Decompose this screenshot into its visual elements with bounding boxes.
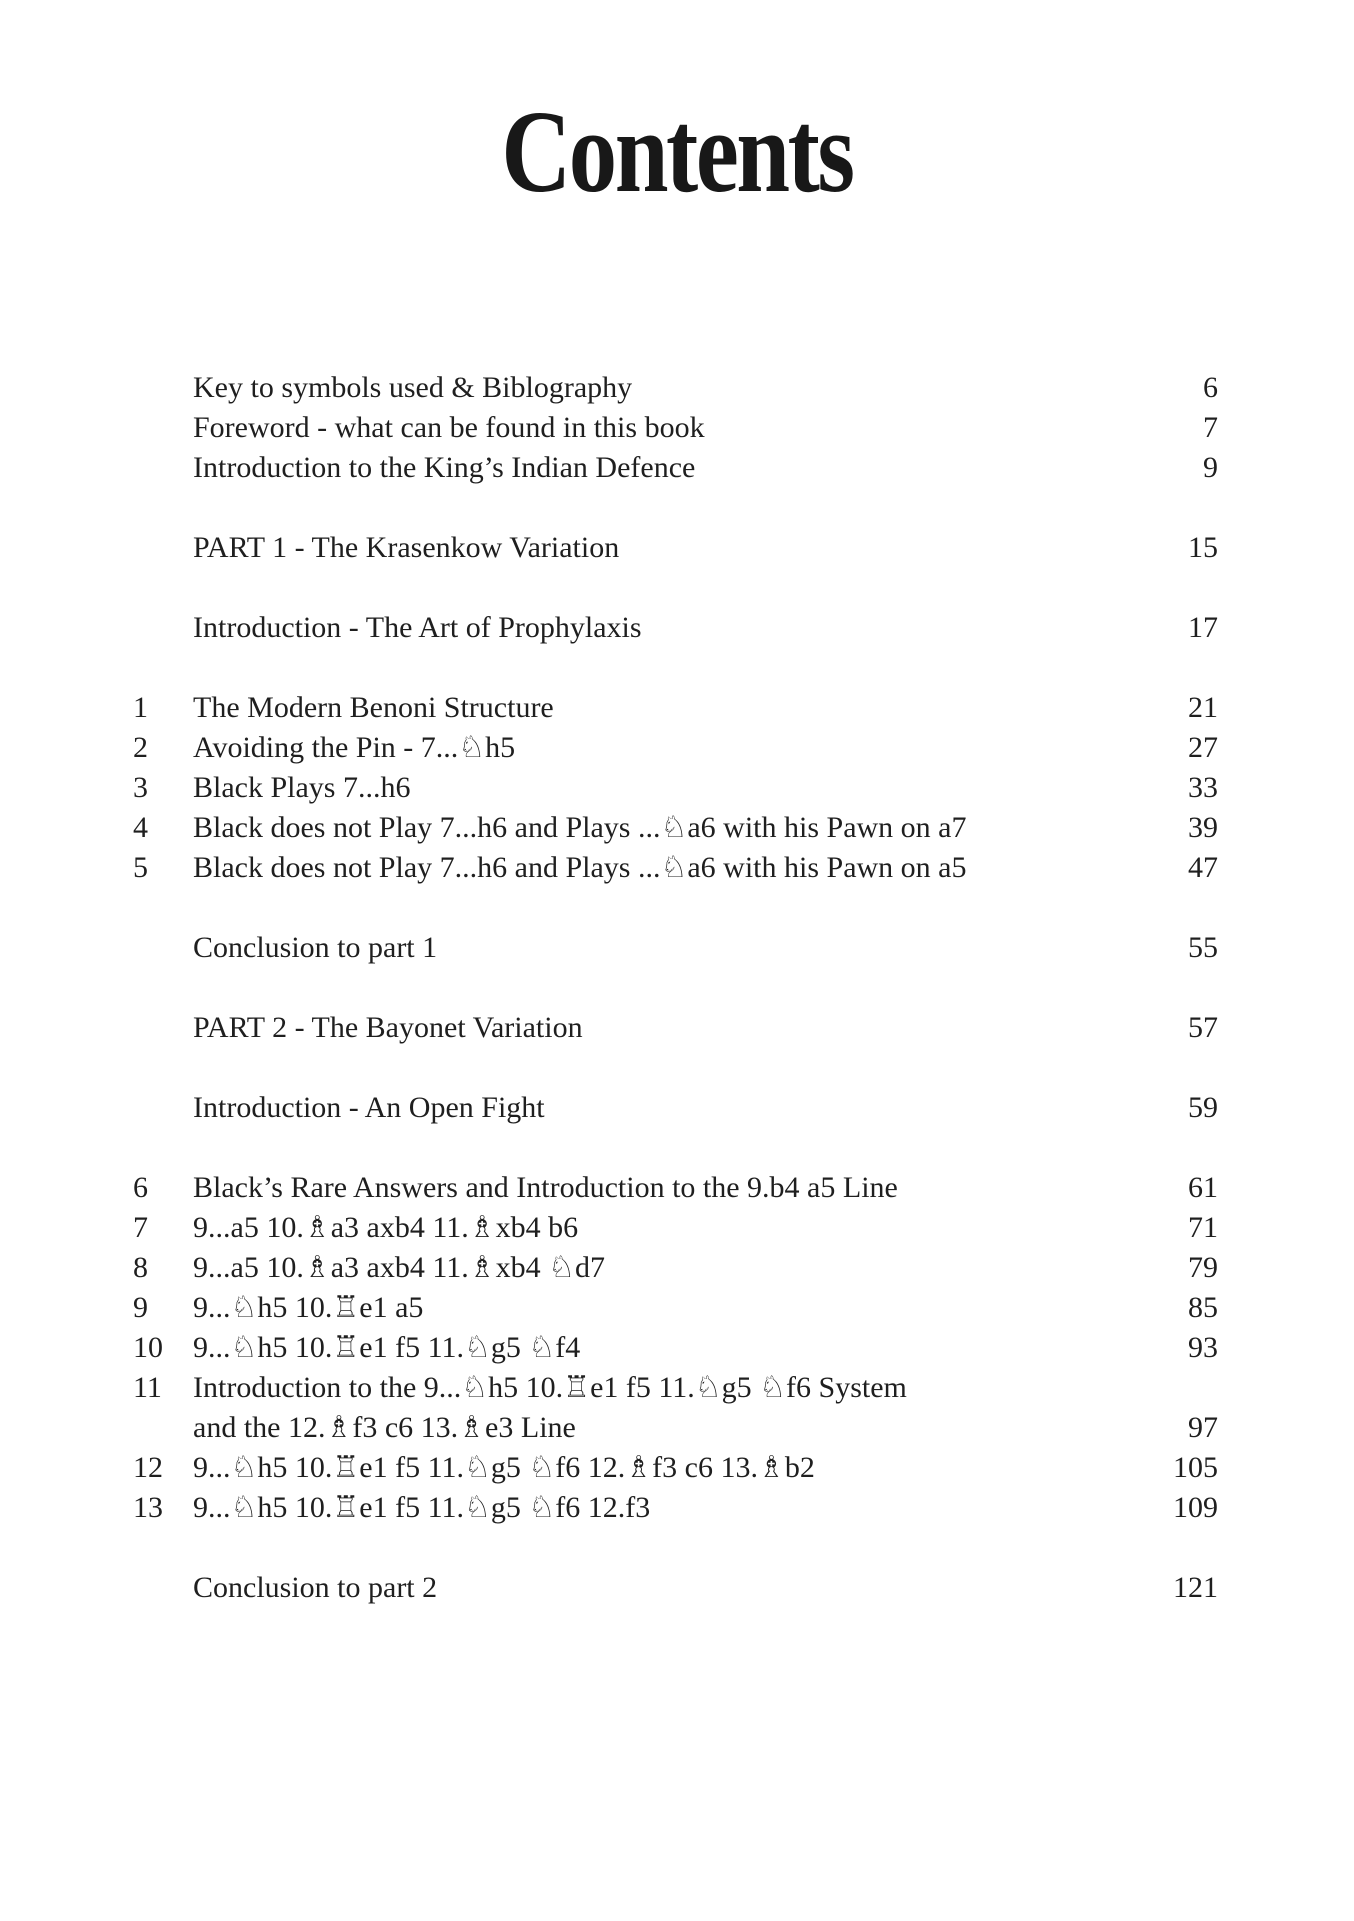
chapter-number: 2 — [133, 731, 148, 764]
toc-entry-title: 9...♘h5 10.♖e1 f5 11.♘g5 ♘f6 12.♗f3 c6 13.♗b2 — [193, 1451, 815, 1484]
toc-row-chapter-10 — [133, 1328, 1218, 1368]
toc-row-chapter-9 — [133, 1288, 1218, 1328]
toc-entry-page: 85 — [1188, 1291, 1218, 1324]
toc-row — [133, 1088, 1218, 1128]
toc-row-chapter-11-line-2 — [133, 1408, 1218, 1448]
toc-entry-page: 79 — [1188, 1251, 1218, 1284]
toc-row — [133, 608, 1218, 648]
toc-row-chapter-2 — [133, 728, 1218, 768]
toc-row-part-1 — [133, 528, 1218, 568]
toc-entry-title: 9...a5 10.♗a3 axb4 11.♗xb4 b6 — [193, 1211, 579, 1244]
toc-entry-page: 15 — [1188, 531, 1218, 564]
toc-entry-page: 9 — [1203, 451, 1218, 484]
toc-entry-title: Avoiding the Pin - 7...♘h5 — [193, 731, 516, 764]
toc-entry-page: 17 — [1188, 611, 1218, 644]
toc-entry-title: Conclusion to part 1 — [193, 931, 438, 964]
toc-entry-page: 97 — [1188, 1411, 1218, 1444]
toc-entry-title: Black’s Rare Answers and Introduction to the 9.b4 a5 Line — [193, 1171, 898, 1204]
toc-row-chapter-3 — [133, 768, 1218, 808]
chapter-number: 8 — [133, 1251, 148, 1284]
chapter-number: 10 — [133, 1331, 163, 1364]
toc-entry-title: 9...♘h5 10.♖e1 f5 11.♘g5 ♘f6 12.f3 — [193, 1491, 651, 1524]
chapter-number: 4 — [133, 811, 148, 844]
toc-entry-title: Introduction - The Art of Prophylaxis — [193, 611, 642, 644]
toc-entry-page: 21 — [1188, 691, 1218, 724]
toc-entry-title: 9...♘h5 10.♖e1 f5 11.♘g5 ♘f4 — [193, 1331, 581, 1364]
toc-row — [133, 928, 1218, 968]
chapter-number: 13 — [133, 1491, 163, 1524]
chapter-number: 9 — [133, 1291, 148, 1324]
toc-entry-page: 7 — [1203, 411, 1218, 444]
toc-row — [133, 1568, 1218, 1608]
chapter-number: 1 — [133, 691, 148, 724]
toc-entry-page: 121 — [1173, 1571, 1218, 1604]
toc-entry-page: 59 — [1188, 1091, 1218, 1124]
toc-entry-title: Introduction to the King’s Indian Defence — [193, 451, 696, 484]
page-title: Contents — [501, 86, 853, 217]
toc-entry-page: 105 — [1173, 1451, 1218, 1484]
toc-entry-title: 9...♘h5 10.♖e1 a5 — [193, 1291, 424, 1324]
toc-row-chapter-11-line-1 — [133, 1368, 1218, 1408]
toc-entry-title: Introduction to the 9...♘h5 10.♖e1 f5 11.♘g5 ♘f6 System — [193, 1371, 907, 1404]
chapter-number: 6 — [133, 1171, 148, 1204]
toc-entry-title: Introduction - An Open Fight — [193, 1091, 545, 1124]
toc-entry-page: 27 — [1188, 731, 1218, 764]
toc-row-chapter-8 — [133, 1248, 1218, 1288]
toc-row-chapter-12 — [133, 1448, 1218, 1488]
chapter-number: 3 — [133, 771, 148, 804]
toc-row-chapter-4 — [133, 808, 1218, 848]
toc-entry-title: Black does not Play 7...h6 and Plays ...♘a6 with his Pawn on a5 — [193, 851, 967, 884]
toc-entry-page: 47 — [1188, 851, 1218, 884]
chapter-number: 11 — [133, 1371, 162, 1404]
table-of-contents — [133, 368, 1218, 1608]
toc-row-chapter-13 — [133, 1488, 1218, 1528]
toc-entry-title: Black does not Play 7...h6 and Plays ...♘a6 with his Pawn on a7 — [193, 811, 967, 844]
toc-entry-page: 39 — [1188, 811, 1218, 844]
chapter-number: 7 — [133, 1211, 148, 1244]
toc-entry-title: 9...a5 10.♗a3 axb4 11.♗xb4 ♘d7 — [193, 1251, 606, 1284]
toc-row — [133, 368, 1218, 408]
toc-row-part-2 — [133, 1008, 1218, 1048]
toc-entry-page: 71 — [1188, 1211, 1218, 1244]
toc-entry-title: Foreword - what can be found in this book — [193, 411, 705, 444]
toc-row-chapter-6 — [133, 1168, 1218, 1208]
toc-entry-page: 6 — [1203, 371, 1218, 404]
toc-row — [133, 408, 1218, 448]
toc-entry-title: PART 1 - The Krasenkow Variation — [193, 531, 620, 564]
toc-row-chapter-7 — [133, 1208, 1218, 1248]
toc-entry-page: 109 — [1173, 1491, 1218, 1524]
toc-entry-title: Key to symbols used & Biblography — [193, 371, 633, 404]
toc-row-chapter-1 — [133, 688, 1218, 728]
toc-row-chapter-5 — [133, 848, 1218, 888]
toc-entry-page: 55 — [1188, 931, 1218, 964]
chapter-number: 12 — [133, 1451, 163, 1484]
toc-entry-page: 33 — [1188, 771, 1218, 804]
toc-row — [133, 448, 1218, 488]
toc-entry-title: Conclusion to part 2 — [193, 1571, 438, 1604]
toc-entry-page: 61 — [1188, 1171, 1218, 1204]
toc-entry-title: PART 2 - The Bayonet Variation — [193, 1011, 583, 1044]
toc-entry-page: 93 — [1188, 1331, 1218, 1364]
toc-entry-page: 57 — [1188, 1011, 1218, 1044]
chapter-number: 5 — [133, 851, 148, 884]
toc-entry-title: Black Plays 7...h6 — [193, 771, 411, 804]
toc-entry-title: and the 12.♗f3 c6 13.♗e3 Line — [193, 1411, 576, 1444]
toc-entry-title: The Modern Benoni Structure — [193, 691, 554, 724]
